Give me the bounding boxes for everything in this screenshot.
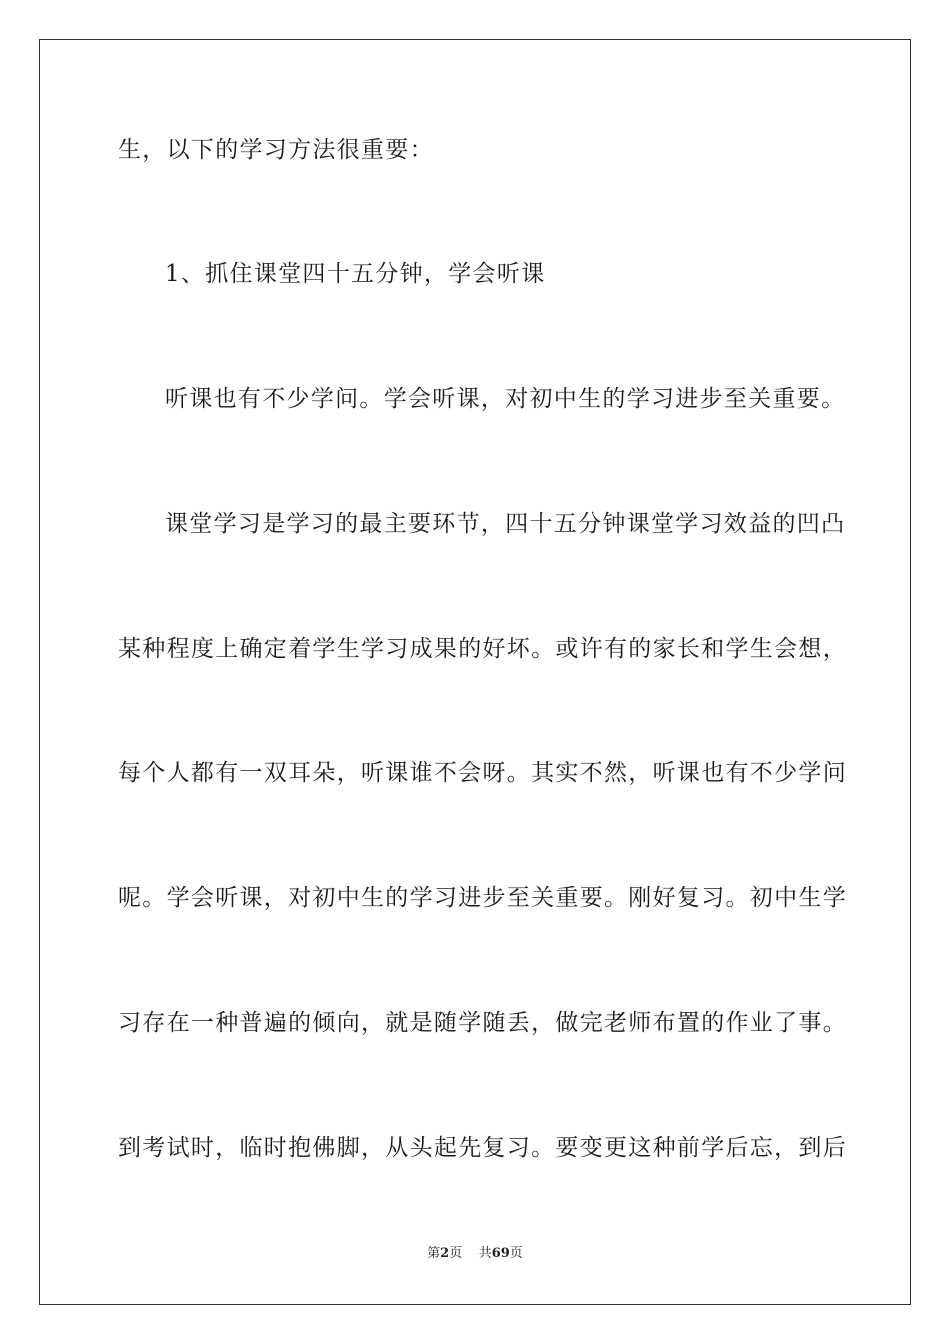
text-line-8: 习存在一种普遍的倾向，就是随学随丢，做完老师布置的作业了事。: [118, 1010, 847, 1036]
text-line-3: 听课也有不少学问。学会听课，对初中生的学习进步至关重要。: [165, 386, 846, 412]
page-prefix: 第: [427, 1246, 441, 1261]
text-line-7: 呢。学会听课，对初中生的学习进步至关重要。刚好复习。初中生学: [118, 885, 847, 911]
page-suffix: 页: [449, 1246, 463, 1261]
text-line-5: 某种程度上确定着学生学习成果的好坏。或许有的家长和学生会想，: [118, 636, 847, 662]
text-line-1: 生，以下的学习方法很重要：: [118, 137, 434, 163]
page-border: [39, 39, 911, 1305]
page-number: 2: [440, 1246, 450, 1261]
section-heading: 1、抓住课堂四十五分钟，学会听课: [165, 261, 546, 287]
total-pages: 69: [491, 1246, 510, 1261]
total-prefix: 共: [478, 1246, 492, 1261]
total-suffix: 页: [509, 1246, 523, 1261]
text-line-6: 每个人都有一双耳朵，听课谁不会呀。其实不然，听课也有不少学问: [118, 760, 847, 786]
text-line-4: 课堂学习是学习的最主要环节，四十五分钟课堂学习效益的凹凸: [165, 511, 846, 537]
text-line-9: 到考试时，临时抱佛脚，从头起先复习。要变更这种前学后忘，到后: [118, 1135, 847, 1161]
page-footer: [0, 1246, 950, 1262]
